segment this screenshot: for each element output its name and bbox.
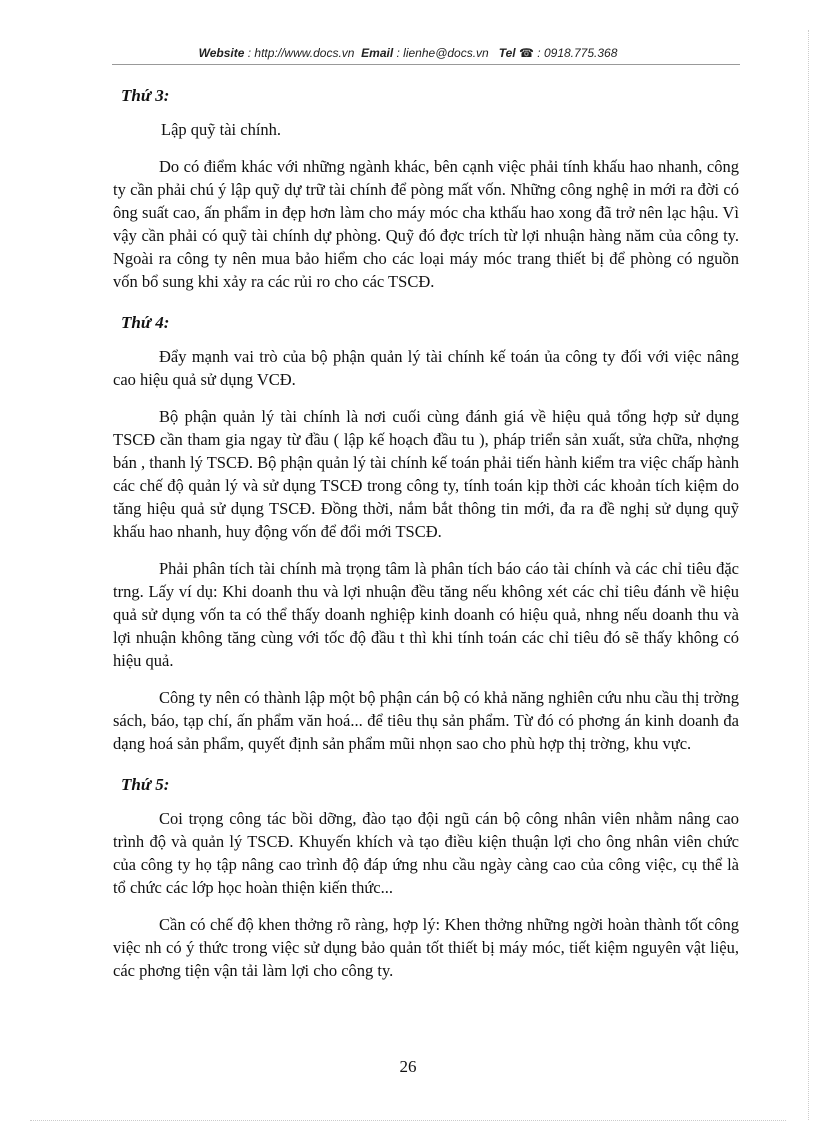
paragraph: Lập quỹ tài chính. (161, 120, 282, 139)
paragraph: Phải phân tích tài chính mà trọng tâm là phân tích báo cáo tài chính và các chỉ tiêu đặc trng. Lấy ví dụ: Khi doanh thu và lợi nhuận đều tăng nếu không xét các chỉ tiêu đánh về hiệu quả sử dụng vốn ta có thể thấy doanh nghiệp kinh doanh có hiệu quả, nhng nếu doanh thu và lợi nhuận không tăng cùng với tốc độ đầu t thì khi tính toán các chỉ tiêu đó sẽ thấy không có hiệu quả. (113, 559, 739, 670)
email-address[interactable]: : lienhe@docs.vn (396, 46, 489, 60)
website-url[interactable]: : http://www.docs.vn (247, 46, 355, 60)
header-divider (112, 64, 740, 65)
tel-number: : 0918.775.368 (537, 46, 618, 60)
website-label: Website (198, 46, 245, 60)
paragraph: Công ty nên có thành lập một bộ phận cán bộ có khả năng nghiên cứu nhu cầu thị trờng sách, báo, tạp chí, ấn phẩm văn hoá... để tiêu thụ sản phẩm. Từ đó có phơng án kinh doanh đa dạng hoá sản phẩm, quyết định sản phẩm mũi nhọn sao cho phù hợp thị trờng, khu vực. (113, 688, 739, 753)
paragraph: Đẩy mạnh vai trò của bộ phận quản lý tài chính kế toán ủa công ty đối với việc nâng cao hiệu quả sử dụng VCĐ. (113, 347, 739, 389)
document-body (113, 80, 739, 982)
page-header (0, 46, 816, 60)
section-heading: Thứ 5: (121, 775, 170, 794)
paragraph: Cần có chế độ khen thởng rõ ràng, hợp lý: Khen thởng những ngời hoàn thành tốt công việc nh có ý thức trong việc sử dụng bảo quản tốt thiết bị máy móc, tiết kiệm nguyên vật liệu, các phơng tiện vận tải làm lợi cho công ty. (113, 915, 739, 980)
paragraph: Do có điểm khác với những ngành khác, bên cạnh việc phải tính khấu hao nhanh, công ty cần phải chú ý lập quỹ dự trữ tài chính để pòng mất vốn. Những công nghệ in mới ra đời có ông suất cao, ấn phẩm in đẹp hơn làm cho máy móc cha kthấu hao xong đã trở nên lạc hậu. Vì vậy cần phải có quỹ tài chính dự phòng. Quỹ đó đợc trích từ lợi nhuận hàng năm của công ty. Ngoài ra công ty nên mua bảo hiểm cho các loại máy móc trang thiết bị để phòng có nguồn vốn bổ sung khi xảy ra các rủi ro cho các TSCĐ. (113, 157, 739, 291)
page-number: 26 (399, 1057, 417, 1076)
tel-label: Tel (498, 46, 516, 60)
bottom-dotted-border (30, 1120, 786, 1121)
email-label: Email (361, 46, 394, 60)
section-heading: Thứ 4: (121, 313, 170, 332)
phone-icon: ☎ (519, 46, 534, 60)
paragraph: Bộ phận quản lý tài chính là nơi cuối cùng đánh giá về hiệu quả tổng hợp sử dụng TSCĐ cần tham gia ngay từ đầu ( lập kế hoạch đầu tu ), pháp triển sản xuất, sửa chữa, nhợng bán , thanh lý TSCĐ. Bộ phận quản lý tài chính kế toán phải tiến hành kiểm tra việc chấp hành các chế độ quản lý và sử dụng TSCĐ trong công ty, tính toán kịp thời các khoản tích kiệm do tăng hiệu quả sử dụng TSCĐ. Đồng thời, nắm bắt thông tin mới, đa ra đề nghị sử dụng quỹ khấu hao nhanh, huy động vốn để đổi mới TSCĐ. (113, 407, 739, 541)
section-heading: Thứ 3: (121, 86, 170, 105)
paragraph: Coi trọng công tác bồi dỡng, đào tạo đội ngũ cán bộ công nhân viên nhằm nâng cao trình độ và quản lý TSCĐ. Khuyến khích và tạo điều kiện thuận lợi cho ông nhân viên chức của công ty họ tập nâng cao trình độ đáp ứng nhu cầu ngày càng cao của công việc, cụ thể là tổ chức các lớp học hoàn thiện kiến thức... (113, 809, 739, 897)
right-dotted-border (808, 30, 809, 1120)
